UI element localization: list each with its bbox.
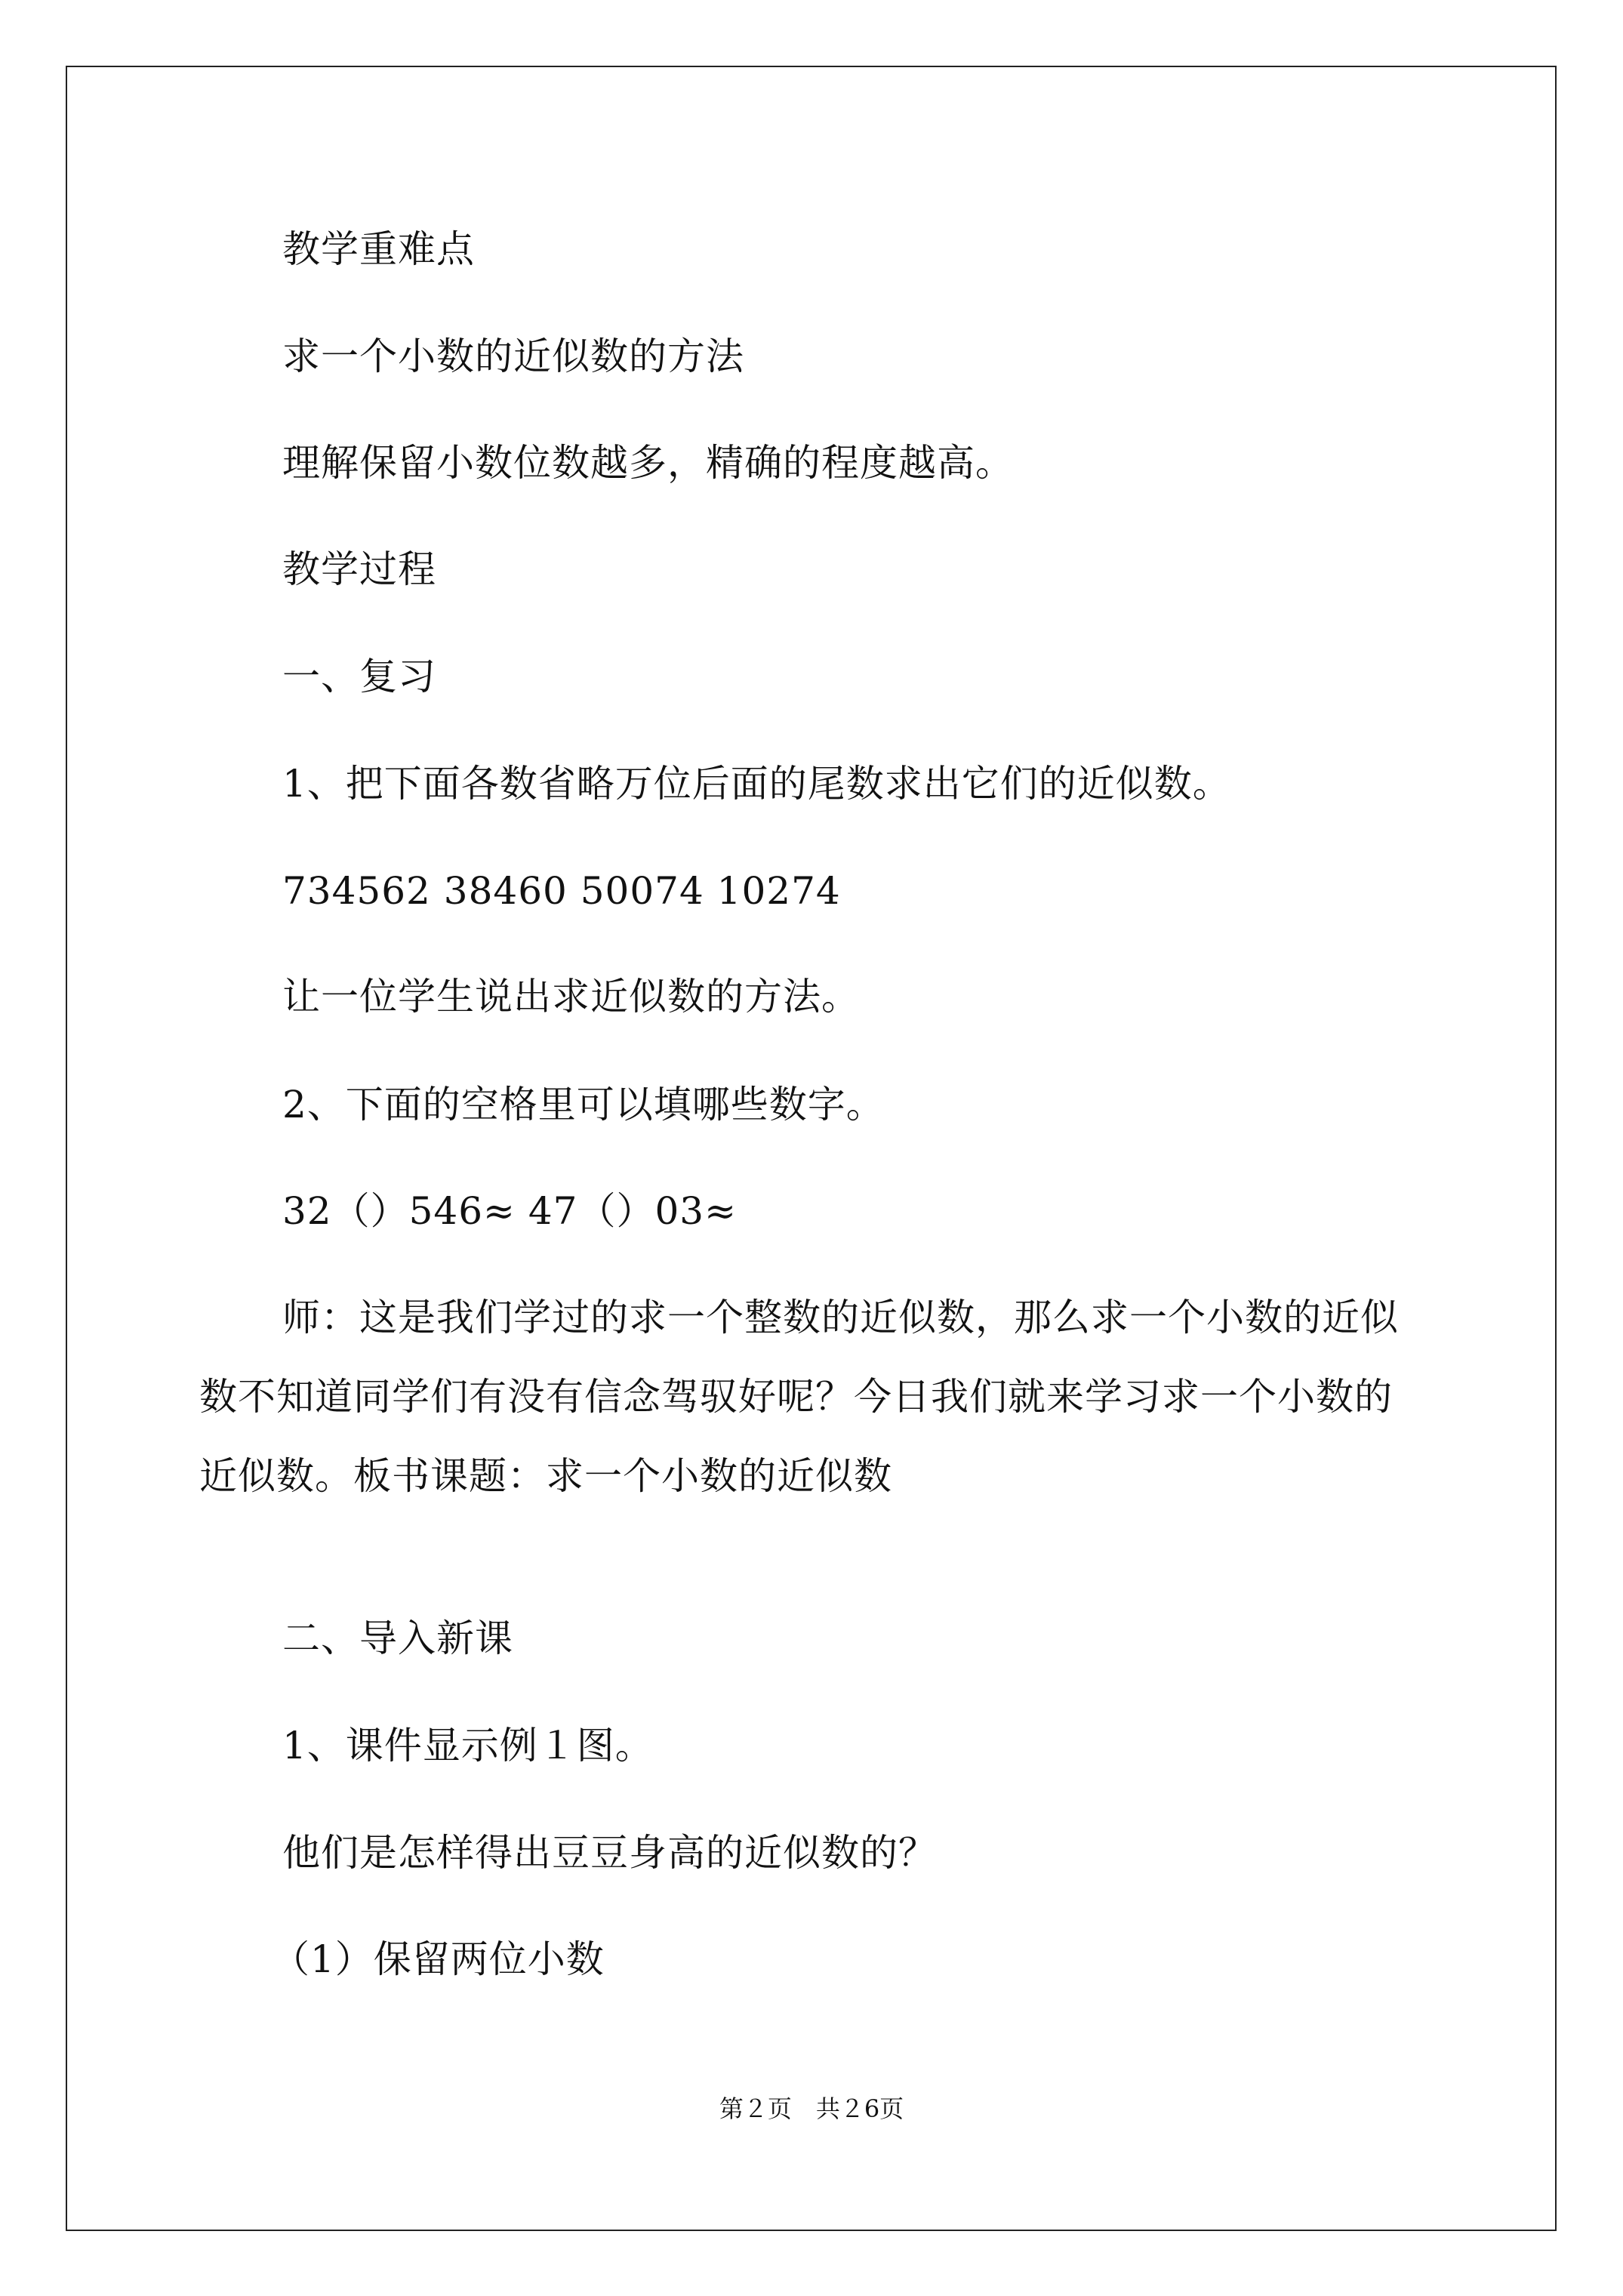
page-border [66,66,1557,2231]
paragraph-text: 2、下面的空格里可以填哪些数字。 [282,1083,885,1126]
section-heading-review: 一、复习 [282,655,436,698]
paragraph-text: 1、课件显示例１图。 [282,1724,654,1767]
paragraph-text: 他们是怎样得出豆豆身高的近似数的？ [282,1831,937,1875]
paragraph-text: 求一个小数的近似数的方法 [282,334,744,378]
paragraph-text: 理解保留小数位数越多，精确的程度越高。 [282,441,1014,485]
paragraph-text: 1、把下面各数省略万位后面的尾数求出它们的近似数。 [282,762,1231,806]
heading-teaching-process: 教学过程 [282,547,436,591]
number-list: 734562 38460 50074 10274 [282,869,841,913]
paragraph-text: （1）保留两位小数 [272,1937,605,1981]
fill-in-expression: 32（）546≈ 47（）03≈ [282,1189,737,1233]
heading-teaching-key-points: 教学重难点 [282,227,475,271]
section-heading-new-lesson: 二、导入新课 [282,1616,513,1660]
paragraph-text: 让一位学生说出求近似数的方法。 [282,975,860,1019]
page-footer: 第２页 共２6页 [719,2094,904,2123]
teacher-paragraph: 师：这是我们学过的求一个整数的近似数，那么求一个小数的近似数不知道同学们有没有信念驾驭好呢？今日我们就来学习求一个小数的近似数。板书课题：求一个小数的近似数 [199,1296,1399,1498]
